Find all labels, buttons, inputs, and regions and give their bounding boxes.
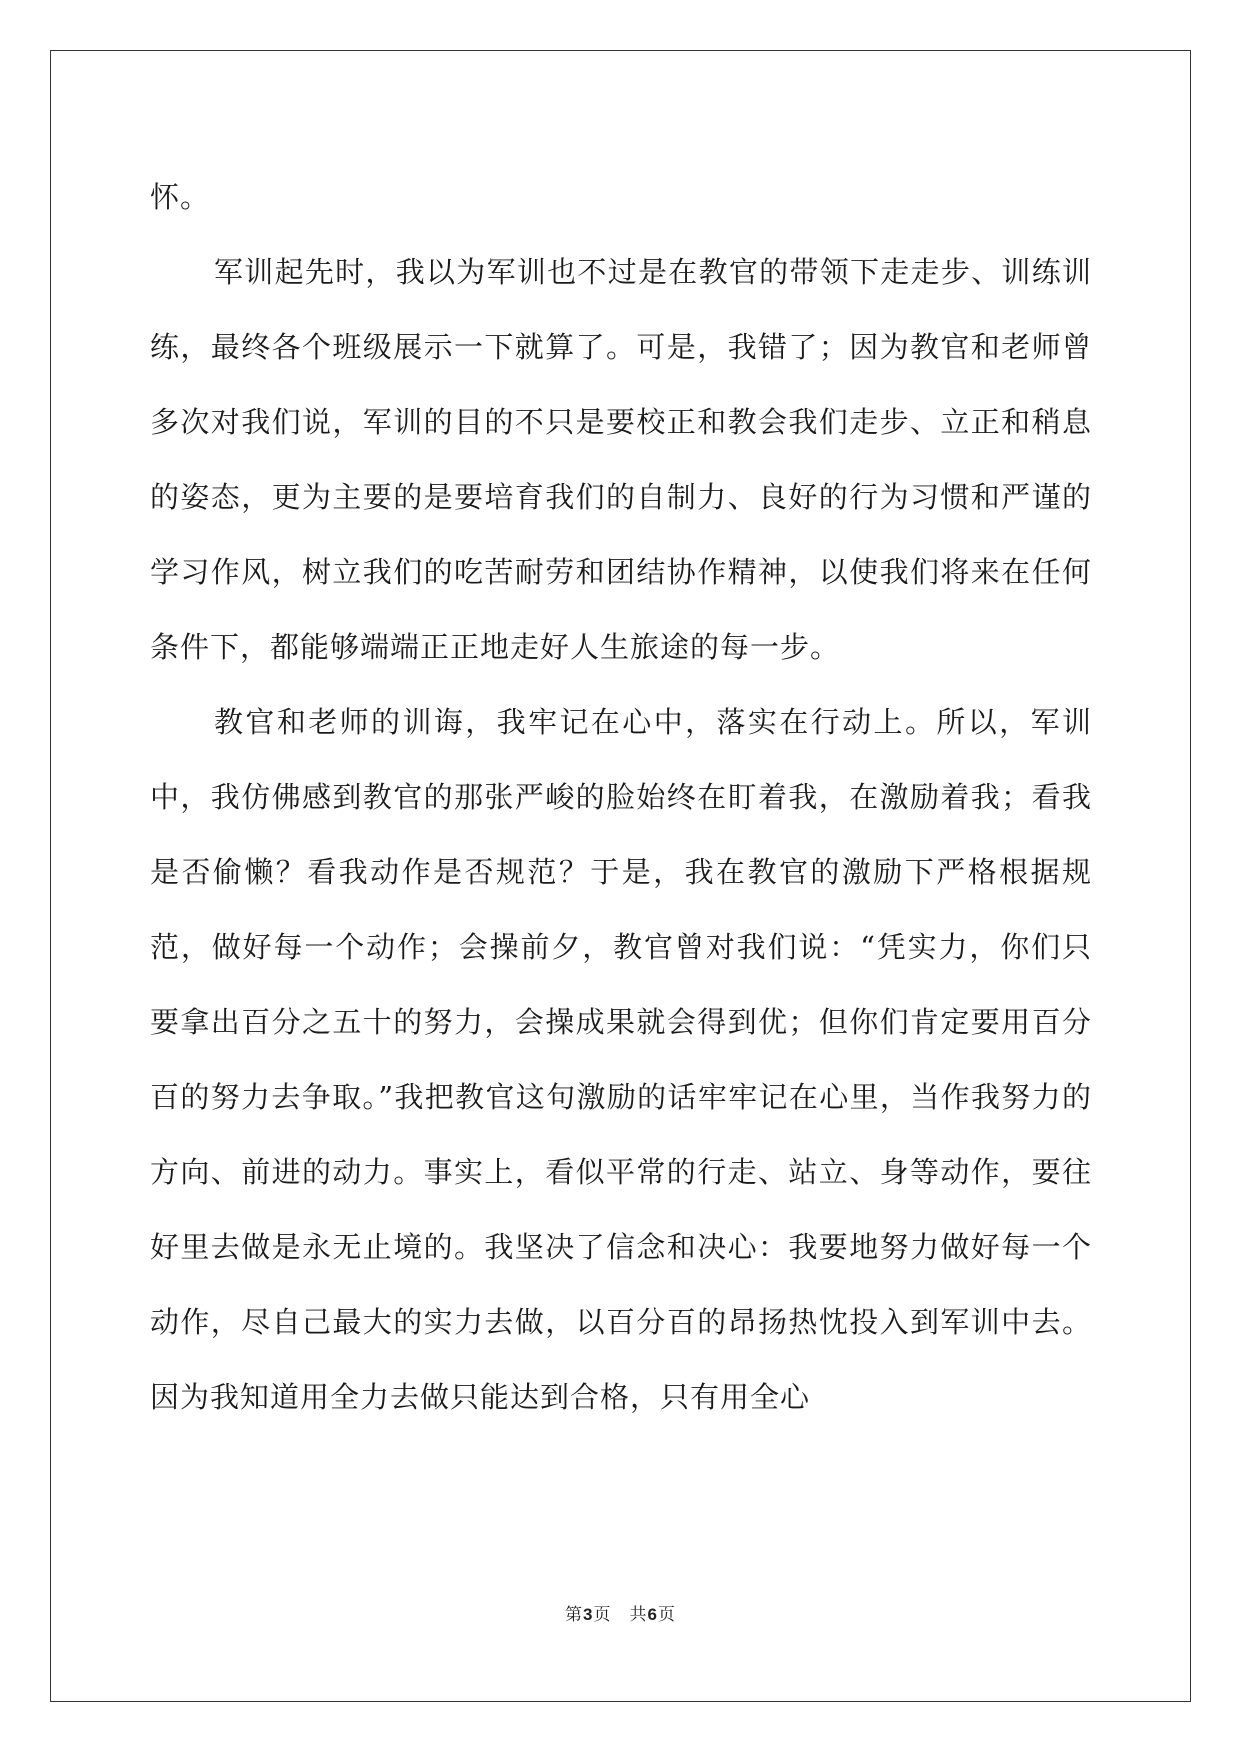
total-pages-number: 6 [647,1605,658,1624]
document-body [150,160,1092,1435]
footer-suffix: 页 [657,1605,676,1625]
footer-prefix: 第 [565,1605,584,1625]
paragraph-continuation: 怀。 [150,180,211,214]
current-page-number: 3 [583,1605,594,1624]
paragraph-instructor-teachings: 教官和老师的训诲，我牢记在心中，落实在行动上。所以，军训中，我仿佛感到教官的那张严峻的脸始终在盯着我，在激励着我；看我是否偷懒？看我动作是否规范？于是，我在教官的激励下严格根据规范，做好每一个动作；会操前夕，教官曾对我们说：“凭实力，你们只要拿出百分之五十的努力，会操成果就会得到优；但你们肯定要用百分百的努力去争取。”我把教官这句激励的话牢牢记在心里，当作我努力的方向、前进的动力。事实上，看似平常的行走、站立、身等动作，要往好里去做是永无止境的。我坚决了信念和决心：我要地努力做好每一个动作，尽自己最大的实力去做，以百分百的昂扬热忱投入到军训中去。因为我知道用全力去做只能达到合格，只有用全心 [150,705,1092,1414]
page-footer [0,1600,1241,1625]
paragraph-military-training-start: 军训起先时，我以为军训也不过是在教官的带领下走走步、训练训练，最终各个班级展示一下就算了。可是，我错了；因为教官和老师曾多次对我们说，军训的目的不只是要校正和教会我们走步、立正和稍息的姿态，更为主要的是要培育我们的自制力、良好的行为习惯和严谨的学习作风，树立我们的吃苦耐劳和团结协作精神，以使我们将来在任何条件下，都能够端端正正地走好人生旅途的每一步。 [150,255,1092,664]
footer-middle: 页 共 [593,1605,648,1625]
